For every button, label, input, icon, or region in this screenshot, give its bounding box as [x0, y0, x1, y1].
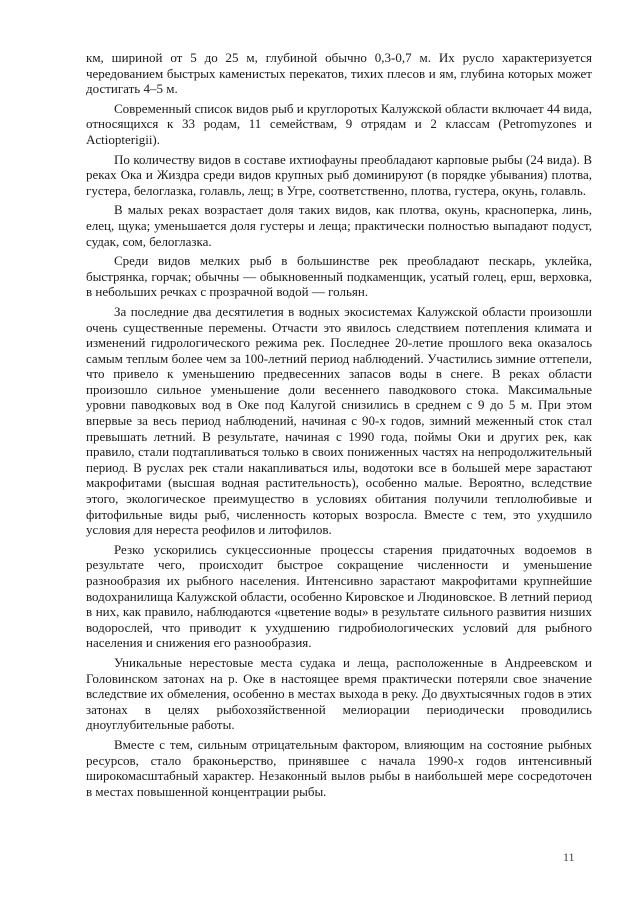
- paragraph-2: Современный список видов рыб и круглоротых Калужской области включает 44 вида, относящихся к 33 родам, 11 семействам, 9 отрядам и 2 классам (Petromyzones и Actiopterigii).: [86, 100, 592, 147]
- document-body: [86, 50, 592, 803]
- page-number: 11: [563, 850, 575, 864]
- paragraph-5: Среди видов мелких рыб в большинстве рек преобладают пескарь, уклейка, быстрянка, горчак; обычны — обыкновенный подкаменщик, усатый голец, ерш, верховка, в небольших речках с прозрачной водой — гольян.: [86, 253, 592, 300]
- paragraph-1: км, шириной от 5 до 25 м, глубиной обычно 0,3-0,7 м. Их русло характеризуется чередованием быстрых каменистых перекатов, тихих плесов и ям, глубина которых может достигать 4–5 м.: [86, 50, 592, 97]
- paragraph-7: Резко ускорились сукцессионные процессы старения придаточных водоемов в результате чего, происходит быстрое сокращение численности и уменьшение разнообразия их рыбного населения. Интенсивно зарастают макрофитами крупнейшие водохранилища Калужской области, особенно Кировское и Людиновское. В летний период в них, как правило, наблюдаются «цветение воды» в результате сильного развития низших водорослей, что приводит к ухудшению гидробиологических условий для рыбного населения и снижения его разнообразия.: [86, 541, 592, 651]
- paragraph-6: За последние два десятилетия в водных экосистемах Калужской области произошли очень существенные перемены. Отчасти это явилось следствием потепления климата и изменений гидрологического режима рек. Последнее 20-летие прошлого века оказалось самым теплым более чем за 100-летний период наблюдений. Участились зимние оттепели, что привело к уменьшению предвесенних запасов воды в снеге. В реках области произошло сильное уменьшение доли весеннего паводкового стока. Максимальные уровни паводковых вод в Оке под Калугой снизились в среднем с 9 до 5 м. При этом впервые за весь период наблюдений, начиная с 90-х годов, зимний меженный сток стал превышать летний. В результате, начиная с 1990 года, поймы Оки и других рек, как правило, стали подтапливаться только в своих пониженных частях на непродолжительный период. В руслах рек стали накапливаться илы, водотоки все в большей мере зарастают макрофитами (высшая водная растительность), особенно малые. Вероятно, вследствие этого, экологическое преимущество в условиях обитания получили теплолюбивые и фитофильные виды рыб, численность которых возросла. Вместе с тем, это ухудшило условия для нереста реофилов и литофилов.: [86, 303, 592, 538]
- paragraph-8: Уникальные нерестовые места судака и леща, расположенные в Андреевском и Головинском затонах на р. Оке в настоящее время практически потеряли свое значение вследствие их обмеления, особенно в местах выхода в реку. До двухтысячных годов в этих затонах в целях рыбохозяйственной мелиорации периодически проводились дноуглубительные работы.: [86, 654, 592, 733]
- paragraph-3: По количеству видов в составе ихтиофауны преобладают карповые рыбы (24 вида). В реках Ока и Жиздра среди видов крупных рыб доминируют (в порядке убывания) плотва, густера, белоглазка, голавль, лещ; в Угре, соответственно, плотва, густера, окунь, голавль.: [86, 151, 592, 198]
- paragraph-9: Вместе с тем, сильным отрицательным фактором, влияющим на состояние рыбных ресурсов, стало браконьерство, принявшее с начала 1990-х годов интенсивный широкомасштабный характер. Незаконный вылов рыбы в наибольшей мере сосредоточен в местах повышенной концентрации рыбы.: [86, 736, 592, 799]
- paragraph-4: В малых реках возрастает доля таких видов, как плотва, окунь, красноперка, линь, елец, щука; уменьшается доля густеры и леща; практически полностью выпадают подуст, судак, сом, белоглазка.: [86, 202, 592, 249]
